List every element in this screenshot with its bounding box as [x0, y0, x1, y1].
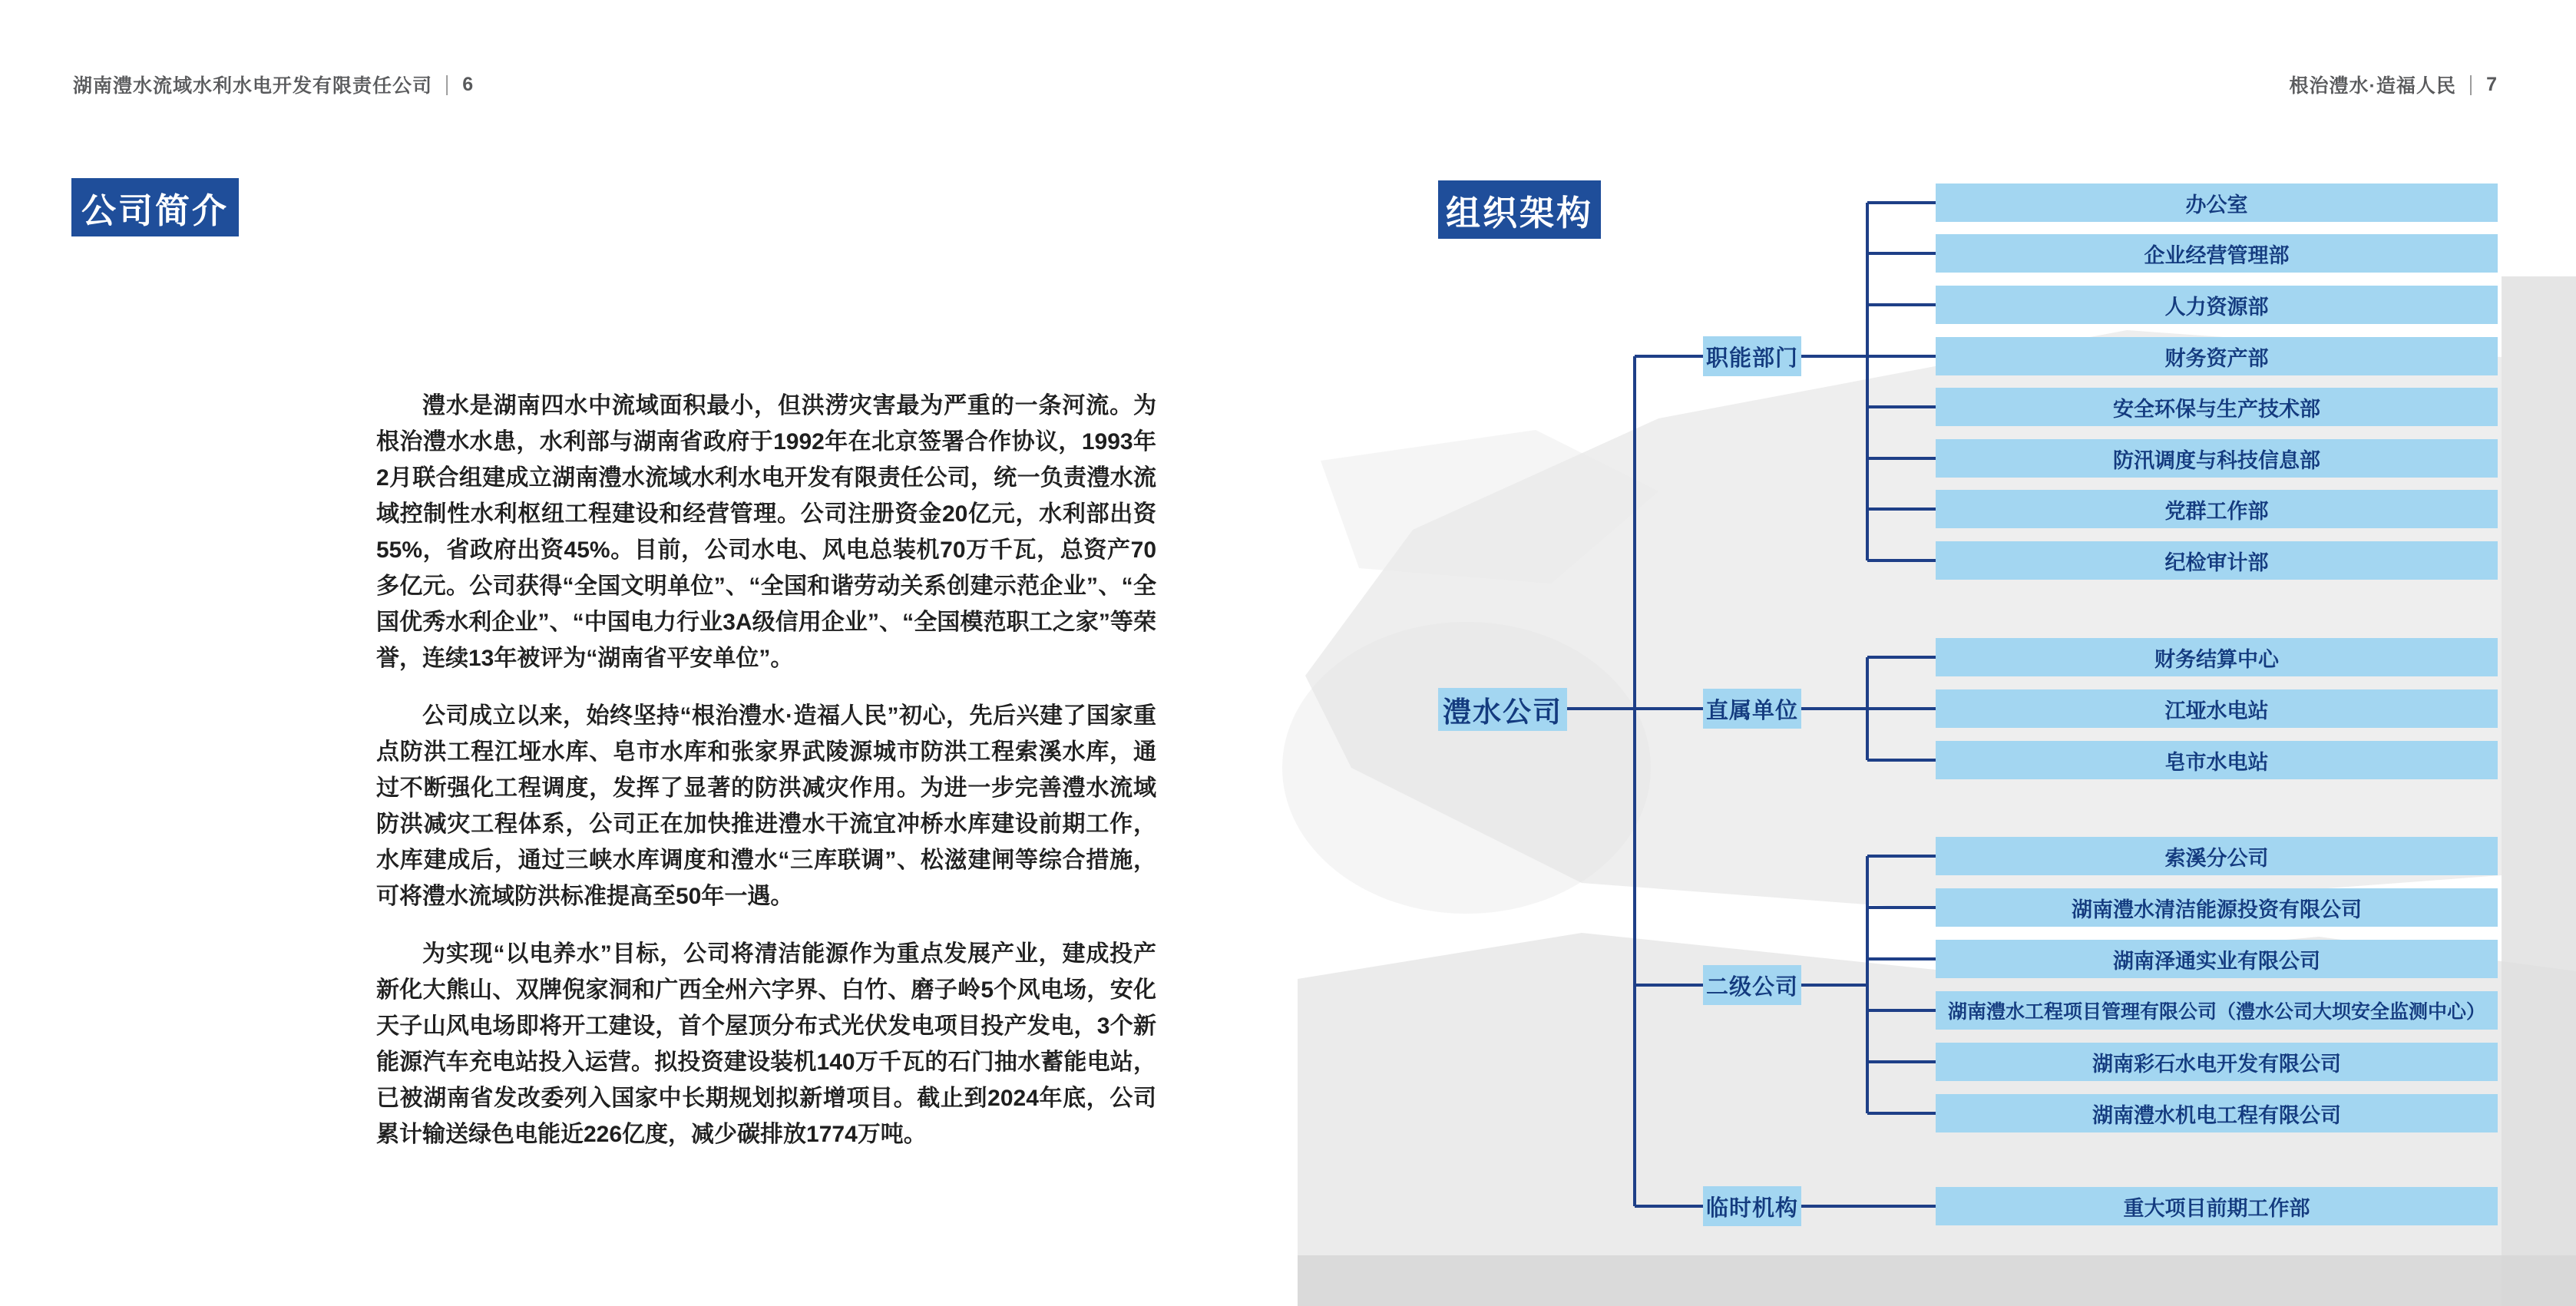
org-leaf-node: 湖南彩石水电开发有限公司: [1936, 1043, 2498, 1081]
org-leaf-node: 湖南泽通实业有限公司: [1936, 940, 2498, 978]
org-leaf-node: 办公室: [1936, 184, 2498, 222]
org-root-node: 澧水公司: [1438, 688, 1567, 731]
connector-line: [1867, 508, 1936, 511]
connector-line: [1867, 252, 1936, 255]
org-structure-title: 组织架构: [1438, 180, 1601, 239]
connector-line: [1867, 656, 1936, 659]
connector-line: [1867, 1009, 1936, 1012]
connector-line: [1867, 457, 1936, 460]
org-leaf-node: 皂市水电站: [1936, 741, 2498, 779]
org-group-label-3: 二级公司: [1703, 965, 1801, 1005]
intro-paragraph-1: 澧水是湖南四水中流域面积最小，但洪涝灾害最为严重的一条河流。为根治澧水水患，水利部与湖南省政府于1992年在北京签署合作协议，1993年2月联合组建成立湖南澧水流域水利水电开发有限责任公司，统一负责澧水流域控制性水利枢纽工程建设和经营管理。公司注册资金20亿元，水利部出资55%，省政府出资45%。目前，公司水电、风电总装机70万千瓦，总资产70多亿元。公司获得“全国文明单位”、“全国和谐劳动关系创建示范企业”、“全国优秀水利企业”、“中国电力行业3A级信用企业”、“全国模范职工之家”等荣誉，连续13年被评为“湖南省平安单位”。: [376, 393, 1156, 671]
org-group-label-1: 职能部门: [1703, 336, 1801, 376]
connector-line: [1867, 559, 1936, 562]
org-leaf-node: 党群工作部: [1936, 490, 2498, 528]
org-group-label-4: 临时机构: [1703, 1186, 1801, 1226]
org-leaf-node: 企业经营管理部: [1936, 234, 2498, 273]
right-header-slogan: 根治澧水·造福人民: [2289, 75, 2456, 97]
connector-line: [1635, 1205, 1703, 1208]
connector-line: [1635, 355, 1703, 358]
intro-paragraph-3: 为实现“以电养水”目标，公司将清洁能源作为重点发展产业，建成投产新化大熊山、双牌倪家洞和广西全州六字界、白竹、磨子岭5个风电场，安化天子山风电场即将开工建设，首个屋顶分布式光伏发电项目投产发电，3个新能源汽车充电站投入运营。拟投资建设装机140万千瓦的石门抽水蓄能电站，已被湖南省发改委列入国家中长期规划拟新增项目。截止到2024年底，公司累计输送绿色电能近226亿度，减少碳排放1774万吨。: [376, 941, 1156, 1147]
org-leaf-node: 防汛调度与科技信息部: [1936, 439, 2498, 478]
org-leaf-node: 湖南澧水清洁能源投资有限公司: [1936, 888, 2498, 927]
left-page-number: 6: [462, 73, 475, 95]
connector-line: [1635, 707, 1703, 710]
right-header-divider: |: [2468, 71, 2475, 96]
company-intro-title: 公司简介: [71, 178, 239, 236]
left-header-company-name: 湖南澧水流域水利水电开发有限责任公司: [73, 75, 433, 97]
right-page-number: 7: [2486, 73, 2498, 95]
org-leaf-node: 财务资产部: [1936, 337, 2498, 375]
connector-line: [1867, 201, 1936, 204]
connector-line: [1867, 759, 1936, 762]
connector-line: [1801, 355, 1867, 358]
connector-line: [1633, 356, 1636, 1206]
connector-line: [1866, 856, 1869, 1113]
org-leaf-node: 财务结算中心: [1936, 638, 2498, 676]
connector-line: [1867, 957, 1936, 960]
connector-line: [1867, 303, 1936, 306]
connector-line: [1867, 355, 1936, 358]
connector-line: [1867, 707, 1936, 710]
org-leaf-node: 索溪分公司: [1936, 837, 2498, 875]
connector-line: [1867, 855, 1936, 858]
org-leaf-node: 江垭水电站: [1936, 689, 2498, 728]
org-leaf-node: 湖南澧水工程项目管理有限公司（澧水公司大坝安全监测中心）: [1936, 991, 2498, 1030]
connector-line: [1867, 405, 1936, 408]
connector-line: [1867, 1112, 1936, 1115]
org-leaf-node: 重大项目前期工作部: [1936, 1187, 2498, 1225]
org-group-label-2: 直属单位: [1703, 689, 1801, 729]
org-leaf-node: 纪检审计部: [1936, 541, 2498, 580]
connector-line: [1801, 1205, 1936, 1208]
left-header-divider: |: [445, 71, 451, 96]
connector-line: [1867, 1060, 1936, 1063]
connector-line: [1867, 906, 1936, 909]
intro-paragraph-2: 公司成立以来，始终坚持“根治澧水·造福人民”初心，先后兴建了国家重点防洪工程江垭水库、皂市水库和张家界武陵源城市防洪工程索溪水库，通过不断强化工程调度，发挥了显著的防洪减灾作用。为进一步完善澧水流域防洪减灾工程体系，公司正在加快推进澧水干流宜冲桥水库建设前期工作，水库建成后，通过三峡水库调度和澧水“三库联调”、松滋建闸等综合措施，可将澧水流域防洪标准提高至50年一遇。: [376, 703, 1156, 909]
connector-line: [1801, 707, 1867, 710]
org-leaf-node: 安全环保与生产技术部: [1936, 388, 2498, 426]
org-leaf-node: 人力资源部: [1936, 286, 2498, 324]
connector-line: [1635, 984, 1703, 987]
org-leaf-node: 湖南澧水机电工程有限公司: [1936, 1094, 2498, 1132]
connector-line: [1801, 984, 1867, 987]
